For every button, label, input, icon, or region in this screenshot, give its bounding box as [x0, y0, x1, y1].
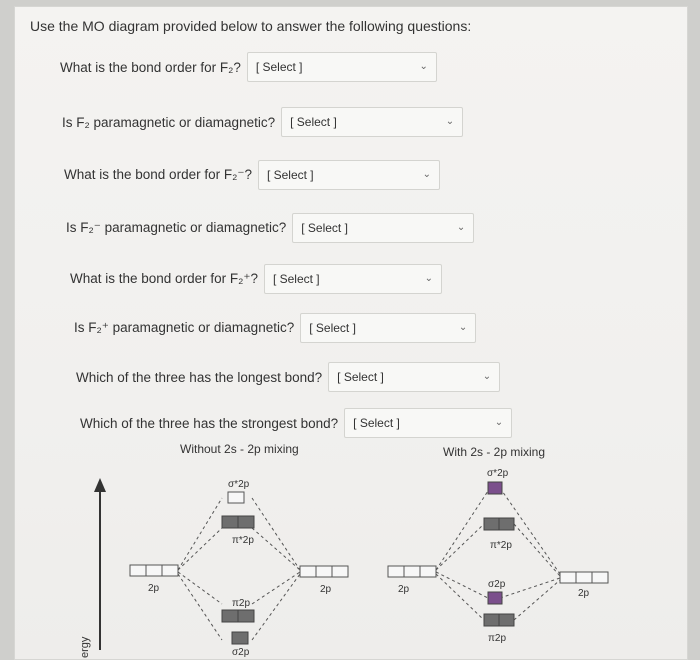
question-2-select[interactable] — [281, 107, 463, 137]
chevron-down-icon: ⌄ — [494, 417, 504, 428]
question-8-select[interactable] — [344, 408, 512, 438]
question-7 — [76, 362, 500, 392]
left-pi-label: π2p — [232, 598, 251, 609]
question-6-text: Is F₂⁺ paramagnetic or diamagnetic? — [74, 320, 295, 335]
select-placeholder: [ Select ] — [337, 370, 384, 384]
select-placeholder: [ Select ] — [266, 168, 314, 182]
energy-axis-label: ergy — [79, 636, 91, 658]
select-placeholder: [ Select ] — [272, 272, 320, 286]
question-4-select[interactable] — [292, 213, 474, 243]
chevron-down-icon: ⌄ — [458, 322, 468, 333]
question-7-text: Which of the three has the longest bond? — [76, 369, 323, 385]
question-3 — [64, 160, 440, 190]
chevron-down-icon: ⌄ — [422, 169, 431, 180]
question-5 — [70, 264, 442, 294]
question-1-select[interactable] — [247, 52, 437, 82]
intro-text: Use the MO diagram provided below to answer the following questions: — [30, 18, 472, 34]
question-6 — [74, 313, 476, 343]
left-sigma-star-label: σ*2p — [228, 479, 250, 490]
chevron-down-icon: ⌄ — [456, 222, 466, 233]
select-placeholder: [ Select ] — [290, 115, 337, 129]
chevron-down-icon: ⌄ — [424, 273, 433, 284]
chevron-down-icon: ⌄ — [482, 371, 492, 382]
question-7-select[interactable] — [328, 362, 500, 392]
question-5-text: What is the bond order for F₂⁺? — [70, 271, 258, 286]
chevron-down-icon: ⌄ — [445, 116, 455, 127]
question-3-text: What is the bond order for F₂⁻? — [64, 167, 252, 182]
question-8 — [80, 408, 512, 438]
question-3-select[interactable] — [258, 160, 440, 190]
select-placeholder: [ Select ] — [309, 321, 356, 335]
right-pi-label: π2p — [488, 633, 507, 644]
chevron-down-icon: ⌄ — [419, 61, 428, 72]
right-pi-star-label: π*2p — [490, 540, 512, 551]
left-atomic-2p-label: 2p — [148, 583, 160, 594]
question-4 — [66, 213, 474, 243]
left-sigma-label: σ2p — [232, 647, 250, 658]
right-right-atomic-2p-label: 2p — [578, 588, 590, 599]
question-6-select[interactable] — [300, 313, 476, 343]
left-diagram-title: Without 2s - 2p mixing — [180, 442, 299, 456]
question-4-text: Is F₂⁻ paramagnetic or diamagnetic? — [66, 220, 287, 235]
select-placeholder: [ Select ] — [353, 416, 400, 430]
question-1 — [60, 52, 437, 82]
select-placeholder: [ Select ] — [255, 60, 303, 74]
question-2-text: Is F₂ paramagnetic or diamagnetic? — [62, 114, 276, 130]
question-5-select[interactable] — [264, 264, 442, 294]
left-center-atomic-2p-label: 2p — [320, 584, 332, 595]
left-pi-star-label: π*2p — [232, 535, 254, 546]
right-sigma-label: σ2p — [488, 579, 506, 590]
question-8-text: Which of the three has the strongest bond? — [80, 415, 339, 431]
right-left-atomic-2p-label: 2p — [398, 584, 410, 595]
select-placeholder: [ Select ] — [301, 221, 348, 235]
right-diagram-title: With 2s - 2p mixing — [443, 445, 546, 459]
question-2 — [62, 107, 463, 137]
right-sigma-star-label: σ*2p — [487, 468, 509, 479]
question-1-text: What is the bond order for F₂? — [60, 59, 241, 75]
